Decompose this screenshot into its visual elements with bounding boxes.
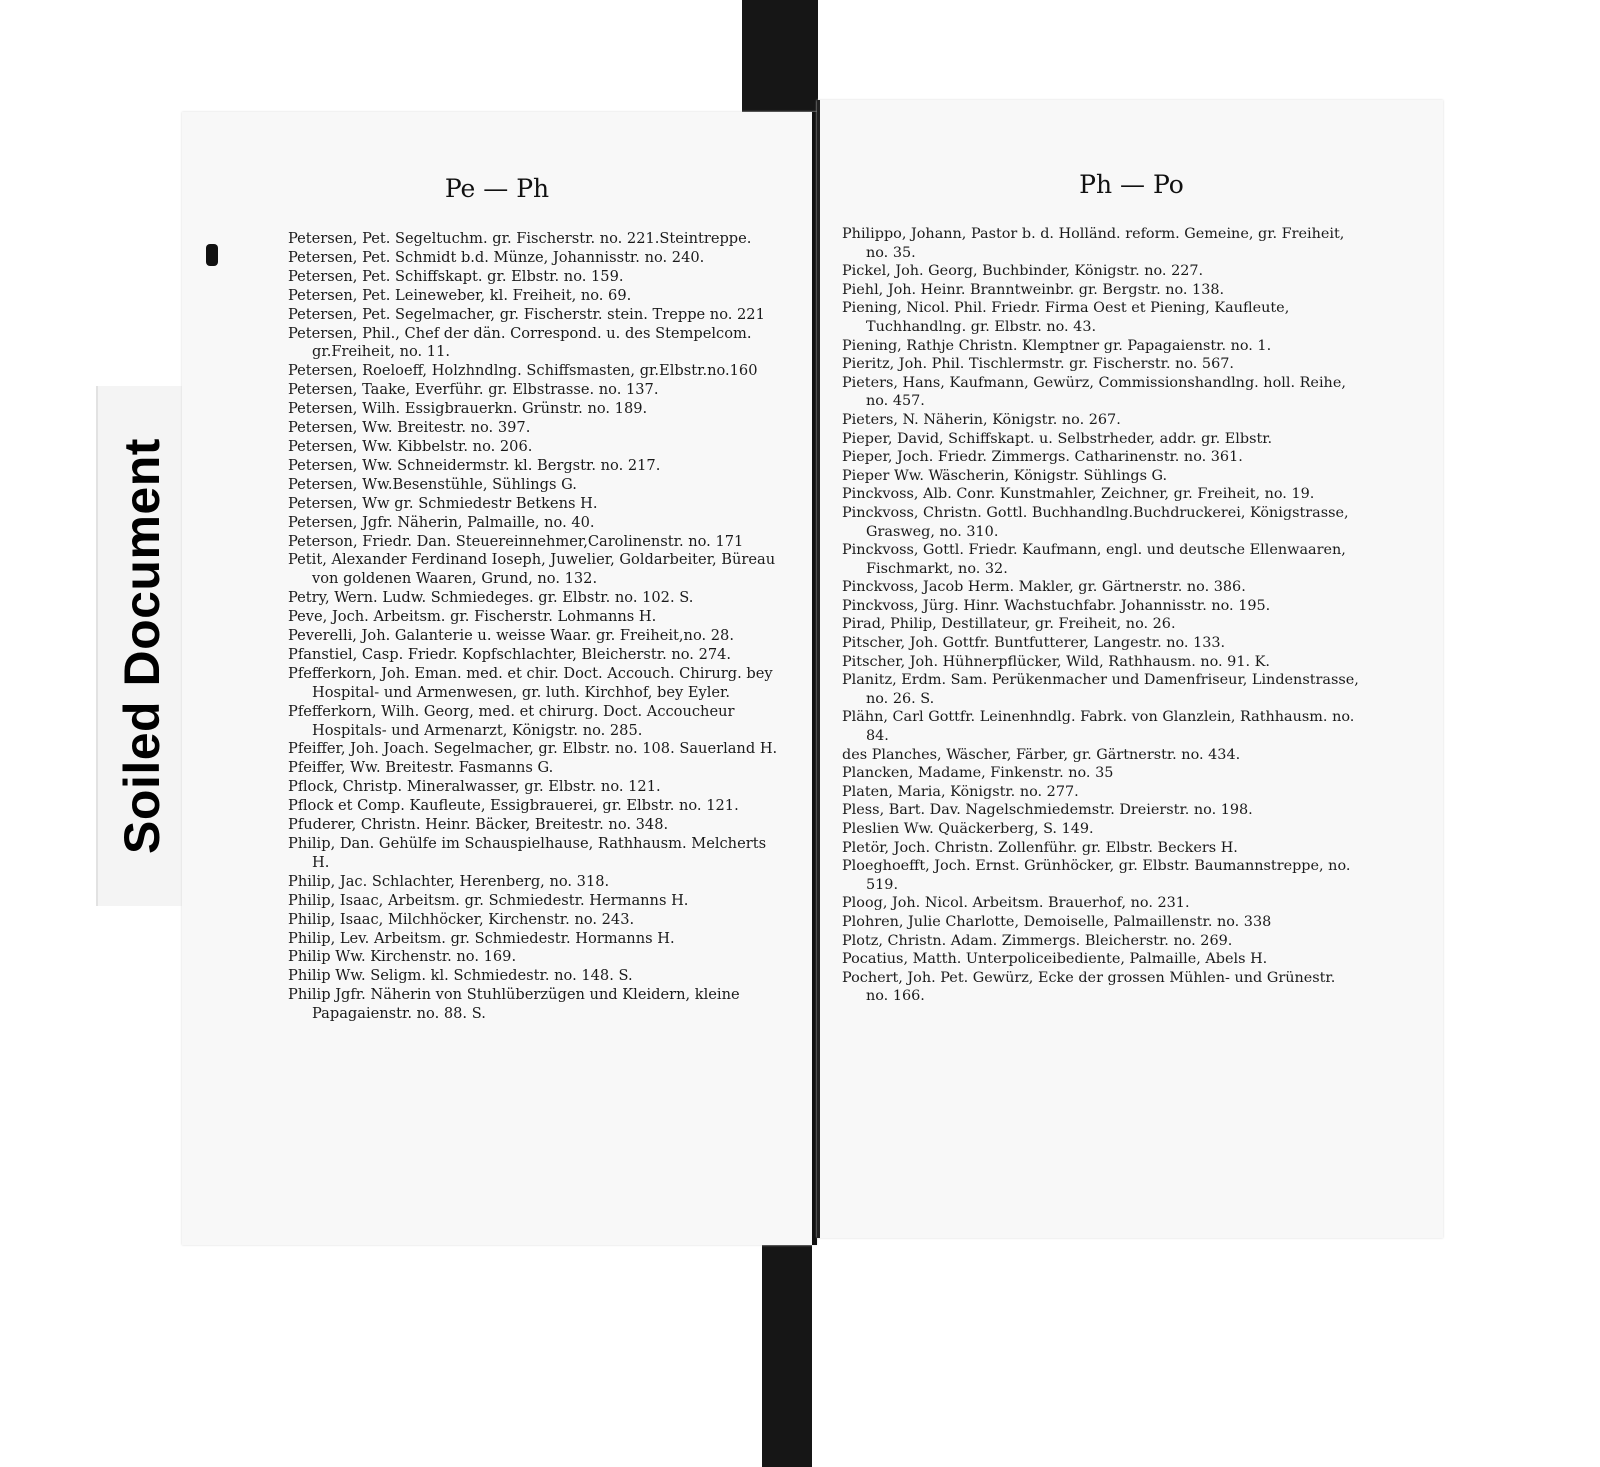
directory-entry: Pirad, Philip, Destillateur, gr. Freiheit, no. 26. bbox=[842, 616, 1176, 633]
directory-entry: Petersen, Ww. Kibbelstr. no. 206. bbox=[288, 437, 533, 455]
directory-entry: Piening, Rathje Christn. Klemptner gr. Papagaienstr. no. 1. bbox=[842, 337, 1272, 354]
soiled-document-label-text: Soiled Document bbox=[114, 438, 170, 854]
right-page bbox=[817, 100, 1443, 1238]
directory-entry: Pieper, David, Schiffskapt. u. Selbstrheder, addr. gr. Elbstr. bbox=[842, 430, 1273, 447]
directory-entry: Petersen, Taake, Everführ. gr. Elbstrasse. no. 137. bbox=[288, 381, 659, 399]
directory-entry: Philippo, Johann, Pastor b. d. Holländ. reform. Gemeine, gr. Freiheit, no. 35. bbox=[842, 226, 1345, 261]
directory-entry: Philip Jgfr. Näherin von Stuhlüberzügen und Kleidern, kleine Papagaienstr. no. 88. S. bbox=[288, 986, 740, 1023]
binding-strip-top bbox=[742, 0, 818, 112]
directory-entry: Pfeiffer, Ww. Breitestr. Fasmanns G. bbox=[288, 759, 554, 777]
directory-entry: Petersen, Ww. Breitestr. no. 397. bbox=[288, 419, 531, 437]
left-page bbox=[182, 112, 817, 1245]
directory-entry: Pitscher, Joh. Hühnerpflücker, Wild, Rathhausm. no. 91. K. bbox=[842, 653, 1270, 670]
directory-entry: Peve, Joch. Arbeitsm. gr. Fischerstr. Lohmanns H. bbox=[288, 608, 657, 626]
directory-entry: des Planches, Wäscher, Färber, gr. Gärtnerstr. no. 434. bbox=[842, 746, 1241, 763]
directory-entry: Petersen, Pet. Schmidt b.d. Münze, Johannisstr. no. 240. bbox=[288, 248, 705, 266]
binding-strip-bottom bbox=[762, 1245, 812, 1467]
directory-entry: Petersen, Pet. Schiffskapt. gr. Elbstr. no. 159. bbox=[288, 267, 624, 285]
directory-entry: Plotz, Christn. Adam. Zimmergs. Bleicherstr. no. 269. bbox=[842, 932, 1233, 949]
directory-entry: Pinckvoss, Jürg. Hinr. Wachstuchfabr. Johannisstr. no. 195. bbox=[842, 597, 1271, 614]
directory-entry: Philip, Isaac, Milchhöcker, Kirchenstr. no. 243. bbox=[288, 910, 635, 928]
right-page-heading: Ph — Po bbox=[1079, 170, 1184, 199]
left-page-heading: Pe — Ph bbox=[444, 174, 550, 203]
directory-entry: Pinckvoss, Christn. Gottl. Buchhandlng.Buchdruckerei, Königstrasse, Grasweg, no. 310. bbox=[842, 504, 1349, 540]
directory-entry: Philip Ww. Kirchenstr. no. 169. bbox=[288, 948, 517, 966]
directory-entry: Petry, Wern. Ludw. Schmiedeges. gr. Elbstr. no. 102. S. bbox=[288, 589, 694, 607]
directory-entry: Pocatius, Matth. Unterpoliceibediente, Palmaille, Abels H. bbox=[842, 951, 1268, 968]
directory-entry: Petersen, Ww. Schneidermstr. kl. Bergstr. no. 217. bbox=[288, 456, 661, 474]
directory-entry: Pitscher, Joh. Gottfr. Buntfutterer, Langestr. no. 133. bbox=[842, 635, 1226, 652]
directory-entry: Ploeghoefft, Joch. Ernst. Grünhöcker, gr. Elbstr. Baumannstreppe, no. 519. bbox=[842, 858, 1351, 893]
directory-entry: Plohren, Julie Charlotte, Demoiselle, Palmaillenstr. no. 338 bbox=[842, 913, 1272, 930]
directory-entry: Pless, Bart. Dav. Nagelschmiedemstr. Dreierstr. no. 198. bbox=[842, 802, 1253, 819]
directory-entry: Pochert, Joh. Pet. Gewürz, Ecke der grossen Mühlen- und Grünestr. no. 166. bbox=[842, 969, 1336, 1005]
directory-entry: Pieper, Joch. Friedr. Zimmergs. Catharinenstr. no. 361. bbox=[842, 449, 1243, 466]
directory-entry: Piening, Nicol. Phil. Friedr. Firma Oest et Piening, Kaufleute, Tuchhandlng. gr. Elbstr. no. 43. bbox=[842, 300, 1290, 335]
directory-entry: Pleslien Ww. Quäckerberg, S. 149. bbox=[842, 821, 1094, 837]
directory-entry: Pickel, Joh. Georg, Buchbinder, Königstr. no. 227. bbox=[842, 263, 1204, 280]
directory-entry: Pieritz, Joh. Phil. Tischlermstr. gr. Fischerstr. no. 567. bbox=[842, 356, 1234, 373]
directory-entry: Petit, Alexander Ferdinand Ioseph, Juwelier, Goldarbeiter, Büreau von goldenen Waaren, Grund, no. 132. bbox=[288, 551, 776, 588]
directory-entry: Pfeiffer, Joh. Joach. Segelmacher, gr. Elbstr. no. 108. Sauerland H. bbox=[288, 740, 778, 758]
directory-entry: Pieper Ww. Wäscherin, Königstr. Sühlings G. bbox=[842, 467, 1168, 484]
directory-entry: Pieters, N. Näherin, Königstr. no. 267. bbox=[842, 411, 1121, 428]
directory-entry: Petersen, Pet. Segelmacher, gr. Fischerstr. stein. Treppe no. 221 bbox=[288, 305, 765, 323]
left-entry-list bbox=[288, 230, 788, 1024]
directory-entry: Peterson, Friedr. Dan. Steuereinnehmer,Carolinenstr. no. 171 bbox=[288, 532, 744, 550]
directory-entry: Plancken, Madame, Finkenstr. no. 35 bbox=[842, 765, 1114, 782]
directory-entry: Petersen, Ww gr. Schmiedestr Betkens H. bbox=[288, 494, 598, 512]
directory-entry: Peverelli, Joh. Galanterie u. weisse Waar. gr. Freiheit,no. 28. bbox=[288, 627, 734, 645]
directory-entry: Philip, Dan. Gehülfe im Schauspielhause, Rathhausm. Melcherts H. bbox=[288, 835, 767, 871]
soiled-document-label bbox=[96, 386, 186, 906]
directory-entry: Piehl, Joh. Heinr. Branntweinbr. gr. Bergstr. no. 138. bbox=[842, 281, 1225, 298]
directory-entry: Pflock, Christp. Mineralwasser, gr. Elbstr. no. 121. bbox=[288, 778, 661, 796]
directory-entry: Ploog, Joh. Nicol. Arbeitsm. Brauerhof, no. 231. bbox=[842, 895, 1190, 912]
directory-entry: Pfanstiel, Casp. Friedr. Kopfschlachter, Bleicherstr. no. 274. bbox=[288, 645, 732, 663]
directory-entry: Philip, Isaac, Arbeitsm. gr. Schmiedestr. Hermanns H. bbox=[288, 891, 689, 909]
directory-entry: Petersen, Pet. Segeltuchm. gr. Fischerstr. no. 221.Steintreppe. bbox=[288, 230, 752, 247]
directory-entry: Pfefferkorn, Wilh. Georg, med. et chirurg. Doct. Accoucheur Hospitals- und Armenarzt, Königstr. no. 285. bbox=[288, 702, 735, 739]
directory-entry: Philip, Jac. Schlachter, Herenberg, no. 318. bbox=[288, 872, 610, 890]
directory-entry: Petersen, Roeloeff, Holzhndlng. Schiffsmasten, gr.Elbstr.no.160 bbox=[288, 362, 758, 380]
directory-entry: Pletör, Joch. Christn. Zollenführ. gr. Elbstr. Beckers H. bbox=[842, 839, 1238, 856]
directory-entry: Petersen, Wilh. Essigbrauerkn. Grünstr. no. 189. bbox=[288, 400, 648, 418]
margin-mark bbox=[206, 244, 218, 266]
directory-entry: Philip, Lev. Arbeitsm. gr. Schmiedestr. Hormanns H. bbox=[288, 929, 675, 947]
directory-entry: Pinckvoss, Alb. Conr. Kunstmahler, Zeichner, gr. Freiheit, no. 19. bbox=[842, 486, 1315, 503]
right-entry-list bbox=[842, 225, 1362, 1006]
directory-entry: Philip Ww. Seligm. kl. Schmiedestr. no. 148. S. bbox=[288, 967, 633, 985]
directory-entry: Pieters, Hans, Kaufmann, Gewürz, Commissionshandlng. holl. Reihe, no. 457. bbox=[842, 374, 1346, 410]
directory-entry: Pfuderer, Christn. Heinr. Bäcker, Breitestr. no. 348. bbox=[288, 816, 669, 834]
directory-entry: Pinckvoss, Gottl. Friedr. Kaufmann, engl. und deutsche Ellenwaaren, Fischmarkt, no. 32. bbox=[842, 542, 1346, 577]
directory-entry: Plähn, Carl Gottfr. Leinenhndlg. Fabrk. von Glanzlein, Rathhausm. no. 84. bbox=[842, 709, 1355, 745]
directory-entry: Petersen, Ww.Besenstühle, Sühlings G. bbox=[288, 475, 577, 493]
directory-entry: Platen, Maria, Königstr. no. 277. bbox=[842, 783, 1079, 800]
directory-entry: Petersen, Phil., Chef der dän. Correspond. u. des Stempelcom. gr.Freiheit, no. 11. bbox=[288, 324, 752, 361]
directory-entry: Planitz, Erdm. Sam. Perükenmacher und Damenfriseur, Lindenstrasse, no. 26. S. bbox=[842, 672, 1359, 707]
directory-entry: Pflock et Comp. Kaufleute, Essigbrauerei, gr. Elbstr. no. 121. bbox=[288, 797, 739, 815]
directory-entry: Pinckvoss, Jacob Herm. Makler, gr. Gärtnerstr. no. 386. bbox=[842, 579, 1246, 596]
directory-entry: Petersen, Pet. Leineweber, kl. Freiheit, no. 69. bbox=[288, 286, 632, 304]
directory-entry: Petersen, Jgfr. Näherin, Palmaille, no. 40. bbox=[288, 513, 595, 531]
directory-entry: Pfefferkorn, Joh. Eman. med. et chir. Doct. Accouch. Chirurg. bey Hospital- und Armenwesen, gr. luth. Kirchhof, bey Eyler. bbox=[288, 664, 773, 701]
